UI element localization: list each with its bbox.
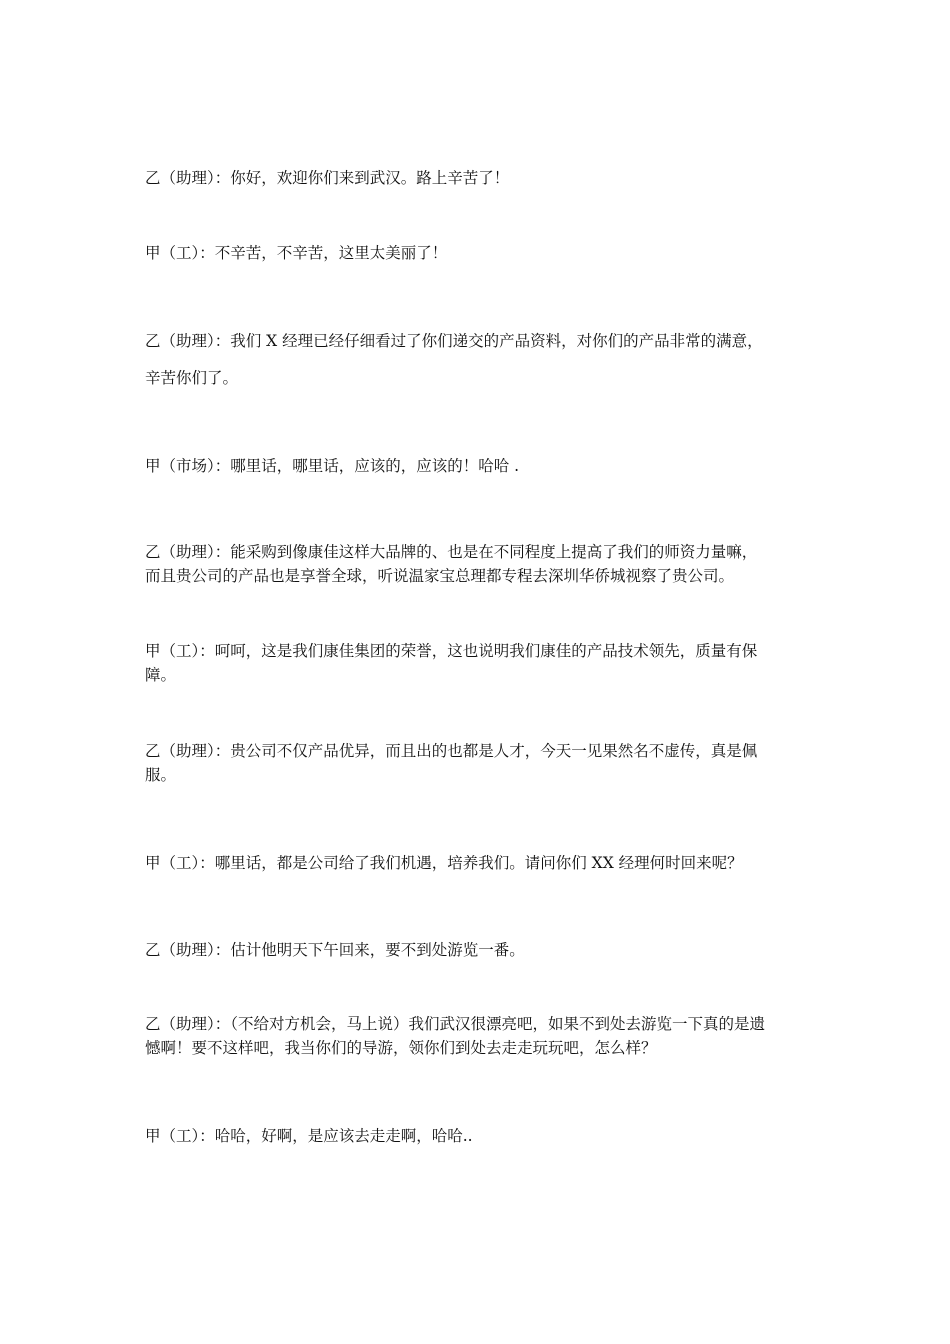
dialogue-line: 乙（助理）：你好，欢迎你们来到武汉。路上辛苦了！ <box>145 169 510 187</box>
dialogue-line: 而且贵公司的产品也是享誉全球，听说温家宝总理都专程去深圳华侨城视察了贵公司。 <box>145 567 735 585</box>
dialogue-line: 乙（助理）：我们 X 经理已经仔细看过了你们递交的产品资料，对你们的产品非常的满意， <box>145 332 763 350</box>
dialogue-line: 障。 <box>145 666 177 684</box>
dialogue-line: 甲（市场）：哪里话，哪里话，应该的，应该的！哈哈 . <box>145 457 520 475</box>
dialogue-line: 服。 <box>145 766 177 784</box>
dialogue-line: 乙（助理）：贵公司不仅产品优异，而且出的也都是人才，今天一见果然名不虚传，真是佩 <box>145 742 758 760</box>
dialogue-line: 辛苦你们了。 <box>145 369 239 387</box>
dialogue-line: 甲（工）：不辛苦，不辛苦，这里太美丽了！ <box>145 244 448 262</box>
dialogue-line: 甲（工）：哈哈，好啊，是应该去走走啊，哈哈.. <box>145 1127 473 1145</box>
dialogue-line: 甲（工）：哪里话，都是公司给了我们机遇，培养我们。请问你们 XX 经理何时回来呢？ <box>145 854 743 872</box>
dialogue-line: 憾啊！要不这样吧，我当你们的导游，领你们到处去走走玩玩吧，怎么样？ <box>145 1039 657 1057</box>
dialogue-line: 乙（助理）：能采购到像康佳这样大品牌的、也是在不同程度上提高了我们的师资力量嘛， <box>145 543 758 561</box>
dialogue-line: 甲（工）：呵呵，这是我们康佳集团的荣誉，这也说明我们康佳的产品技术领先，质量有保 <box>145 642 758 660</box>
dialogue-line: 乙（助理）：估计他明天下午回来，要不到处游览一番。 <box>145 941 525 959</box>
dialogue-line: 乙（助理）：（不给对方机会，马上说）我们武汉很漂亮吧，如果不到处去游览一下真的是遗 <box>145 1015 766 1033</box>
